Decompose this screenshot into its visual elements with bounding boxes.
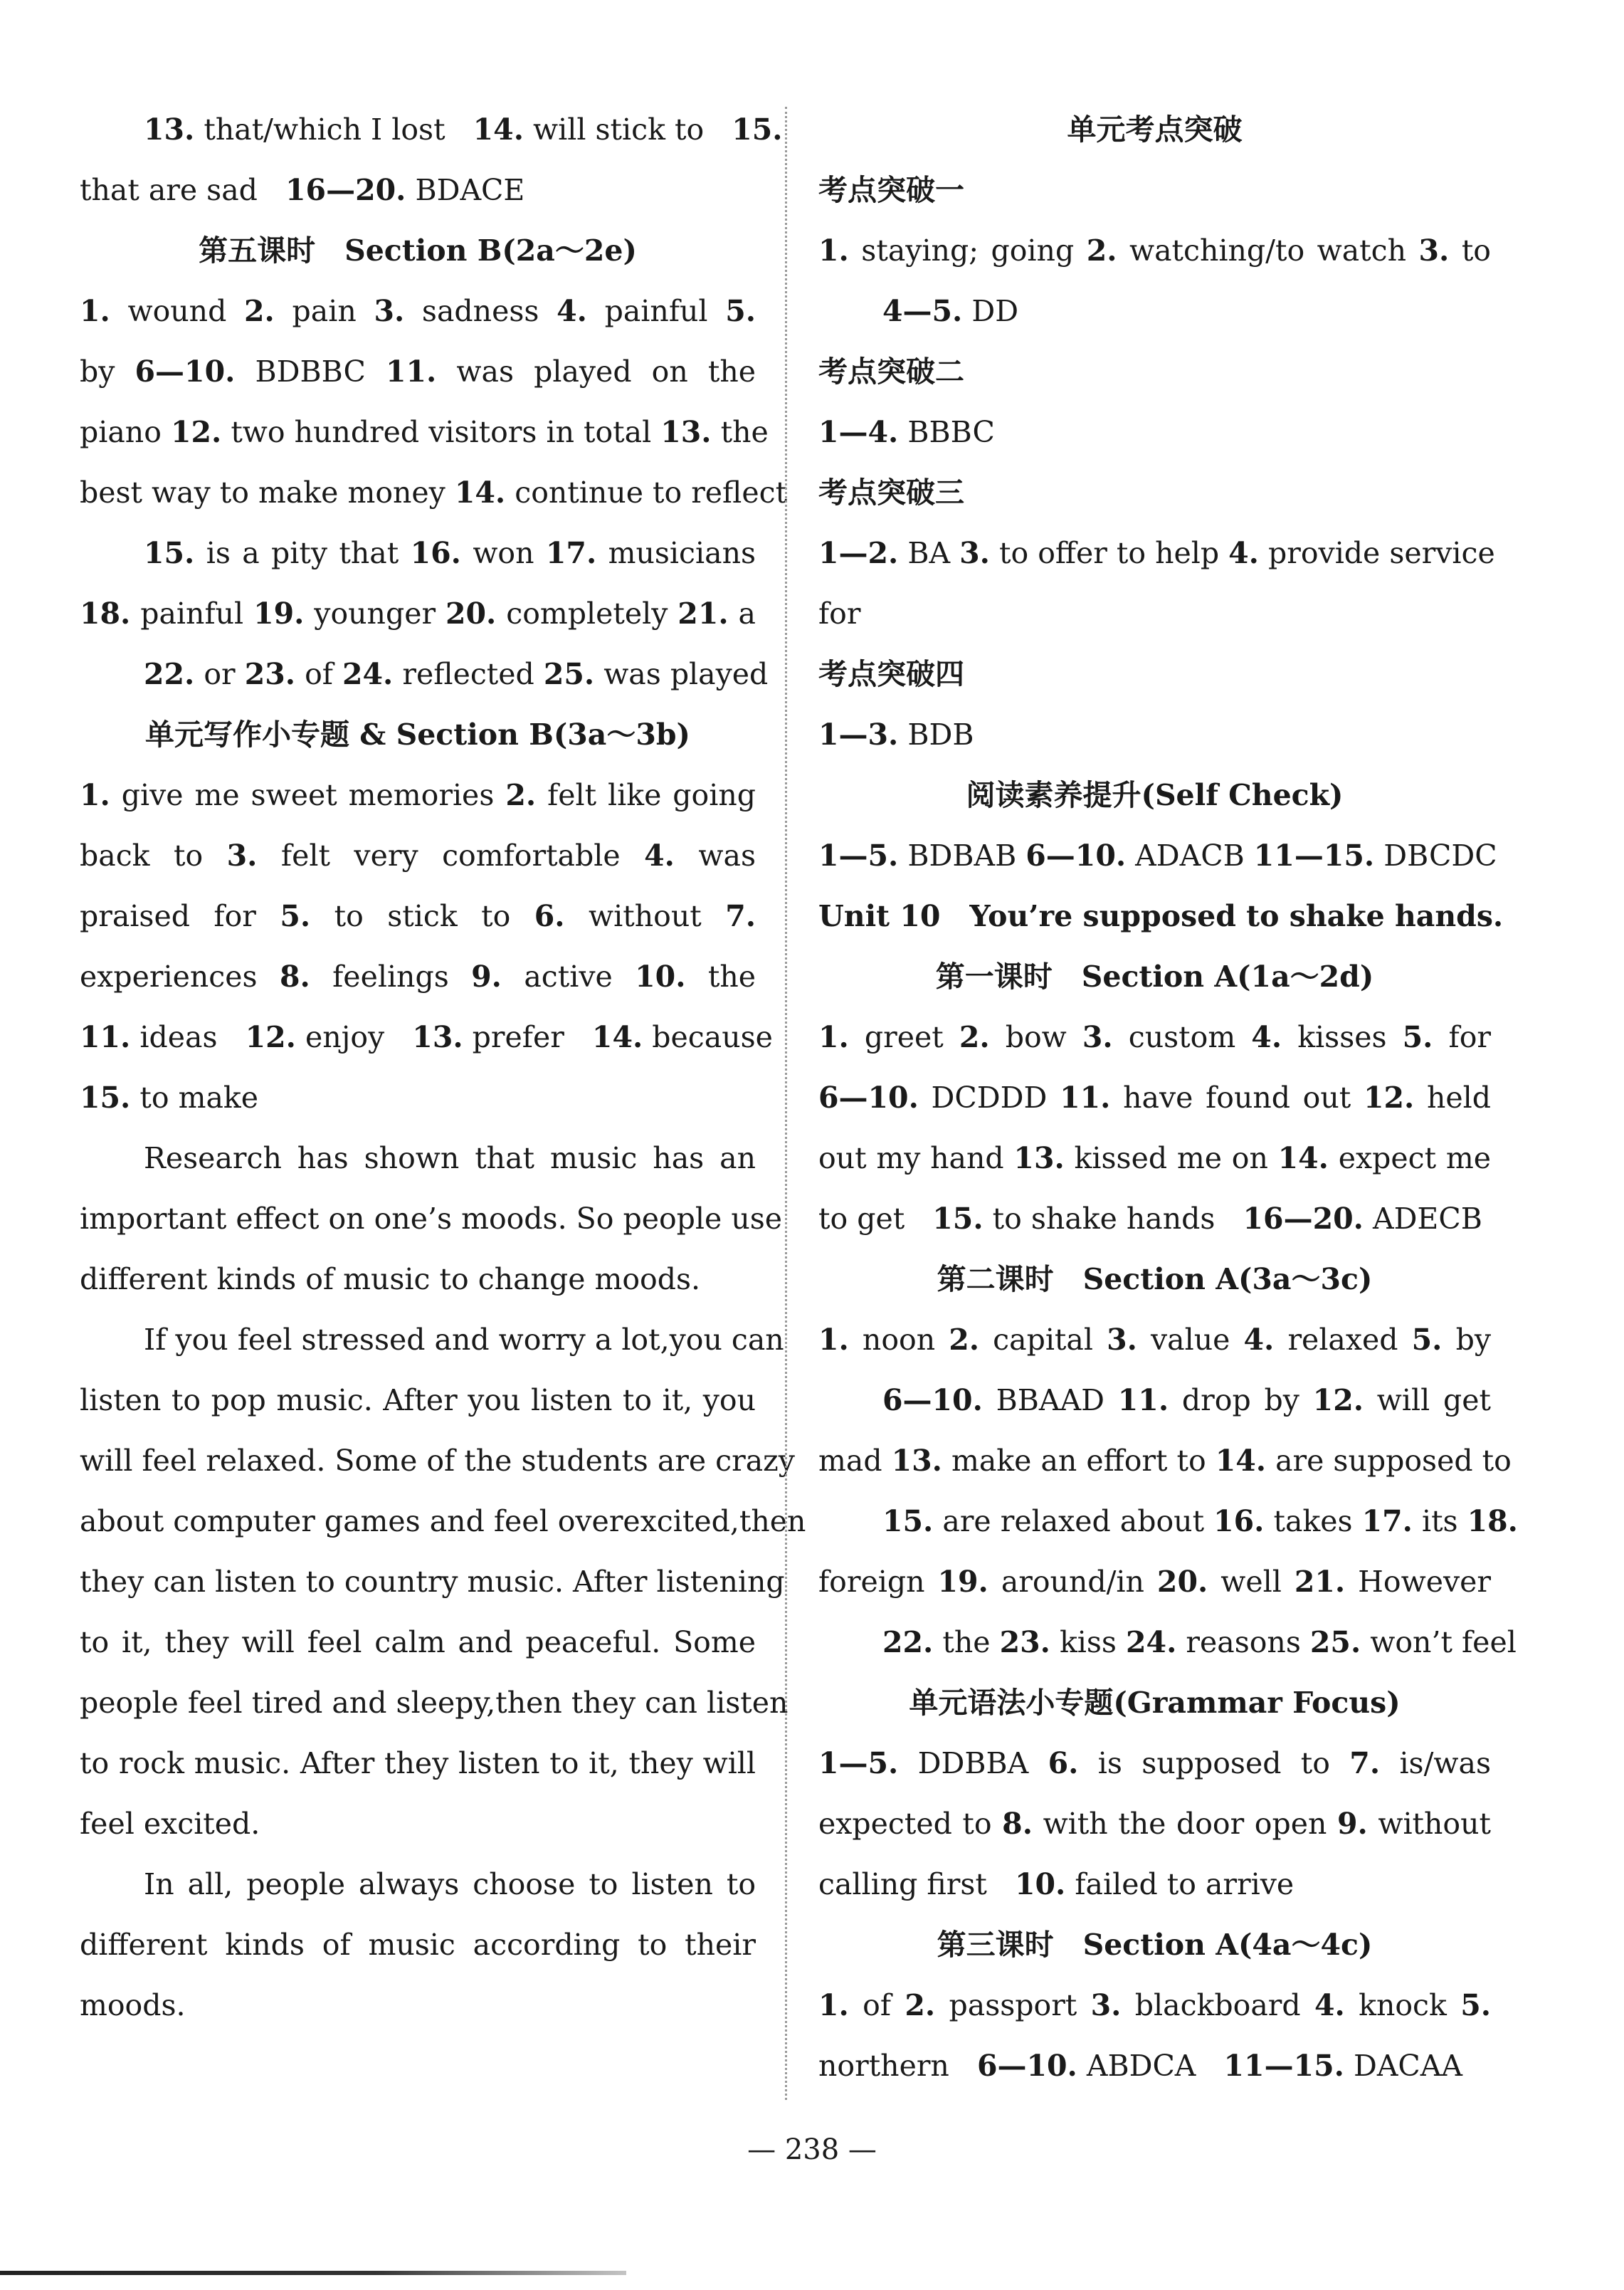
right-text-line: 1—3. BDB [818, 718, 974, 752]
right-text-line: 1—5. DDBBA 6. is supposed to 7. is/was [818, 1746, 1491, 1780]
left-text-line: In all, people always choose to listen to [144, 1867, 756, 1901]
right-text-line: for [818, 597, 861, 631]
left-text-line: 22. or 23. of 24. reflected 25. was played [144, 657, 769, 691]
left-text-line: 1. give me sweet memories 2. felt like going [80, 778, 756, 812]
right-text-line: 6—10. BBAAD 11. drop by 12. will get [882, 1383, 1492, 1417]
left-text-line: 15. to make [80, 1081, 258, 1115]
left-text-line: If you feel stressed and worry a lot,you can [144, 1323, 784, 1357]
right-section-heading: 单元语法小专题(Grammar Focus) [909, 1686, 1401, 1720]
left-text-line: best way to make money 14. continue to reflect [80, 476, 788, 510]
left-text-line: 11. ideas 12. enjoy 13. prefer 14. because [80, 1020, 773, 1054]
right-section-heading: 单元考点突破 [1067, 112, 1243, 147]
left-text-line: to it, they will feel calm and peaceful. Some [80, 1625, 756, 1659]
left-text-line: different kinds of music to change moods. [80, 1262, 701, 1296]
left-text-line: feel excited. [80, 1807, 260, 1841]
left-text-line: by 6—10. BDBBC 11. was played on the [80, 354, 756, 389]
left-section-heading: 单元写作小专题 & Section B(3a～3b) [145, 718, 690, 752]
right-text-line: out my hand 13. kissed me on 14. expect me [818, 1141, 1491, 1175]
right-text-line: calling first 10. failed to arrive [818, 1867, 1295, 1901]
left-text-line: will feel relaxed. Some of the students are crazy [80, 1444, 795, 1478]
left-text-line: 18. painful 19. younger 20. completely 21. a [80, 597, 756, 631]
right-text-line: 1. noon 2. capital 3. value 4. relaxed 5. by [818, 1323, 1491, 1357]
right-column [818, 100, 1518, 2096]
left-text-line: different kinds of music according to their [80, 1928, 756, 1962]
right-section-heading: 考点突破四 [818, 657, 964, 691]
right-text-line: 15. are relaxed about 16. takes 17. its 18. [882, 1504, 1518, 1538]
right-text-line: 4—5. DD [882, 294, 1019, 328]
left-section-heading: 第五课时 Section B(2a～2e) [199, 233, 637, 268]
column-divider [785, 107, 787, 2100]
right-text-line: 1—4. BBBC [818, 415, 995, 449]
left-text-line: 15. is a pity that 16. won 17. musicians [144, 536, 756, 570]
left-text-line: to rock music. After they listen to it, they will [80, 1746, 756, 1780]
right-section-heading: 考点突破二 [818, 354, 964, 389]
left-text-line: piano 12. two hundred visitors in total 13. the [80, 415, 769, 449]
left-text-line: back to 3. felt very comfortable 4. was [80, 839, 756, 873]
right-text-line: 6—10. DCDDD 11. have found out 12. held [818, 1081, 1491, 1115]
right-text-line: 1. greet 2. bow 3. custom 4. kisses 5. for [818, 1020, 1491, 1054]
left-text-line: 1. wound 2. pain 3. sadness 4. painful 5. [80, 294, 756, 328]
right-text-line: northern 6—10. ABDCA 11—15. DACAA [818, 2049, 1463, 2083]
left-text-line: praised for 5. to stick to 6. without 7. [80, 899, 756, 933]
right-text-line: 1—2. BA 3. to offer to help 4. provide service [818, 536, 1495, 570]
page-number: — 238 — [747, 2133, 877, 2166]
left-text-line: Research has shown that music has an [144, 1141, 756, 1175]
right-section-heading: Unit 10 You’re supposed to shake hands. [818, 899, 1504, 933]
right-text-line: mad 13. make an effort to 14. are supposed to [818, 1444, 1512, 1478]
right-text-line: to get 15. to shake hands 16—20. ADECB [818, 1202, 1482, 1236]
right-text-line: 1—5. BDBAB 6—10. ADACB 11—15. DBCDC [818, 839, 1497, 873]
right-section-heading: 第一课时 Section A(1a～2d) [935, 960, 1374, 994]
right-text-line: expected to 8. with the door open 9. without [818, 1807, 1492, 1841]
right-section-heading: 阅读素养提升(Self Check) [966, 778, 1344, 812]
right-section-heading: 第三课时 Section A(4a～4c) [937, 1928, 1373, 1962]
right-section-heading: 考点突破一 [818, 173, 964, 207]
left-text-line: listen to pop music. After you listen to it, you [80, 1383, 756, 1417]
left-text-line: 13. that/which I lost 14. will stick to 15. [144, 112, 783, 147]
left-text-line: that are sad 16—20. BDACE [80, 173, 525, 207]
left-text-line: people feel tired and sleepy,then they can listen [80, 1686, 789, 1720]
left-text-line: experiences 8. feelings 9. active 10. the [80, 960, 756, 994]
left-text-line: moods. [80, 1988, 186, 2022]
right-text-line: 1. staying; going 2. watching/to watch 3. to [818, 233, 1491, 268]
left-text-line: about computer games and feel overexcited,then [80, 1504, 806, 1538]
right-section-heading: 考点突破三 [818, 476, 964, 510]
left-column [80, 100, 806, 2036]
bottom-rule [0, 2271, 626, 2275]
right-text-line: 22. the 23. kiss 24. reasons 25. won’t feel [882, 1625, 1517, 1659]
left-text-line: they can listen to country music. After listening [80, 1565, 785, 1599]
left-text-line: important effect on one’s moods. So people use [80, 1202, 783, 1236]
right-section-heading: 第二课时 Section A(3a～3c) [937, 1262, 1373, 1296]
right-text-line: foreign 19. around/in 20. well 21. However [818, 1565, 1491, 1599]
right-text-line: 1. of 2. passport 3. blackboard 4. knock 5. [818, 1988, 1491, 2022]
